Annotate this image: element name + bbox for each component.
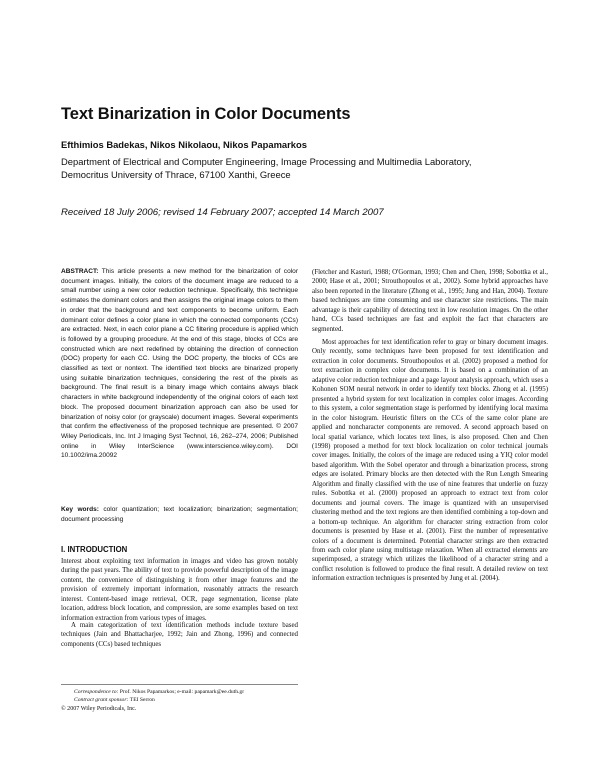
- column2-paragraph-2: Most approaches for text identification refer to gray or binary document images. Only recently, some techniques have been proposed for text identification and extraction in color documents. Strouthopoulos et al. (2002) proposed a method for text extraction in complex color documents. It is based on a combination of an adaptive color reduction technique and a page layout analysis approach, which uses a Kohonen SOM neural network in order to identify text blocks. Zhong et al. (1995) presented a hybrid system for text localization in complex color images. According to this system, a color segmentation stage is performed by identifying local maxima in the color histogram. Heuristic filters on the CCs of the same color plane are applied and noncharacter components are removed. A second approach based on local spatial variance, which locates text lines, is also proposed. Chen and Chen (1998) proposed a method for text block localization on color technical journals cover images. Initially, the colors of the image are reduced using a YIQ color model based algorithm. With the Sobel operator and through a binarization process, strong edges are isolated. Primary blocks are then detected with the Run Length Smearing Algorithm and finally classified with the use of nine features that underlie on fuzzy rules. Sobottka et al. (2000) proposed an approach to extract text from color documents and journal covers. The image is quantized with an unsupervised clustering method and the text regions are then identified combining a top-down and a bottom-up technique. An algorithm for character string extraction from color documents is presented by Hase et al. (2001). First the number of representative colors of a document is determined. Potential character strings are then extracted from each color plane using multistage relaxation. When all extracted elements are superimposed, a strategy which utilizes the likelihood of a character string and a conflict resolution is followed to produce the final result. A detailed review on text information extraction techniques is presented by Jung et al. (2004).: [312, 339, 548, 583]
- copyright-notice: © 2007 Wiley Periodicals, Inc.: [61, 706, 137, 712]
- correspondence-label: Correspondence to:: [74, 689, 119, 695]
- grant-label: Contract grant sponsor:: [74, 697, 129, 703]
- abstract-label: ABSTRACT:: [61, 268, 99, 275]
- footnotes: [74, 688, 299, 704]
- abstract: [61, 267, 298, 461]
- footnote-divider: [61, 684, 298, 685]
- keywords-text: color quantization; text localization; binarization; segmentation; document processing: [61, 506, 298, 523]
- received-dates: Received 18 July 2006; revised 14 February 2007; accepted 14 March 2007: [61, 207, 384, 218]
- paper-title: Text Binarization in Color Documents: [61, 105, 351, 123]
- footnote-correspondence: [74, 688, 299, 696]
- footnote-grant: [74, 696, 299, 704]
- intro-paragraph-2: A main categorization of text identification methods include texture based techniques (Jain and Bhattacharjee, 1992; Jain and Zhong, 1996) and connected components (CCs) based techniques: [61, 622, 298, 648]
- section-heading-introduction: I. INTRODUCTION: [61, 545, 128, 554]
- affiliation: Department of Electrical and Computer Engineering, Image Processing and Multimedia Laboratory, Democritus University of Thrace, 67100 Xanthi, Greece: [61, 156, 472, 180]
- abstract-text: This article presents a new method for the binarization of color document images. Initially, the colors of the document image are reduced to a small number using a new color reduction technique. Specifically, this technique estimates the dominant colors and then assigns the original image colors to them in order that the background and text components to become uniform. Each dominant color defines a color plane in which the connected components (CCs) are extracted. Next, in each color plane a CC filtering procedure is applied which is followed by a grouping procedure. At the end of this stage, blocks of CCs are constructed which are next redefined by obtaining the direction of connection (DOC) property for each CC. Using the DOC property, the blocks of CCs are classified as text or nontext. The identified text blocks are binarized properly using suitable binarization techniques, considering the rest of the pixels as background. The final result is a binary image which contains always black characters in white background independently of the original colors of each text block. The proposed document binarization approach can also be used for binarization of noisy color (or grayscale) document images. Several experiments that confirm the effectiveness of the proposed technique are presented. © 2007 Wiley Periodicals, Inc. Int J Imaging Syst Technol, 16, 262–274, 2006; Published online in Wiley InterScience (www.interscience.wiley.com). DOI 10.1002/ima.20092: [61, 268, 298, 460]
- correspondence-text: Prof. Nikos Papamarkos; e-mail: papamark@ee.duth.gr: [119, 689, 245, 695]
- author-list: Efthimios Badekas, Nikos Nikolaou, Nikos Papamarkos: [61, 139, 307, 150]
- keywords-label: Key words:: [61, 506, 99, 513]
- intro-paragraph-1: Interest about exploiting text information in images and video has grown notably during the past years. The ability of text to provide powerful description of the image content, the convenience of distinguishing it from other image features and the provision of extremely important information, reasonably attracts the research interest. Content-based image retrieval, OCR, page segmentation, license plate location, address block location, and compression, are some examples based on text information extraction from various types of images.: [61, 558, 298, 622]
- grant-text: TEI Serron: [129, 697, 155, 703]
- keywords: [61, 505, 298, 524]
- column2-paragraph-1: (Fletcher and Kasturi, 1988; O'Gorman, 1993; Chen and Chen, 1998; Sobottka et al., 2000; Hase et al., 2001; Strouthopoulos et al., 2002). Some hybrid approaches have also been reported in the literature (Zhong et al., 1995; Jung and Han, 2004). Texture based techniques are time consuming and use character size restrictions. The main advantage is their capability of detecting text in low resolution images. On the other hand, CCs based techniques are fast and exploit the fact that characters are segmented.: [312, 269, 548, 333]
